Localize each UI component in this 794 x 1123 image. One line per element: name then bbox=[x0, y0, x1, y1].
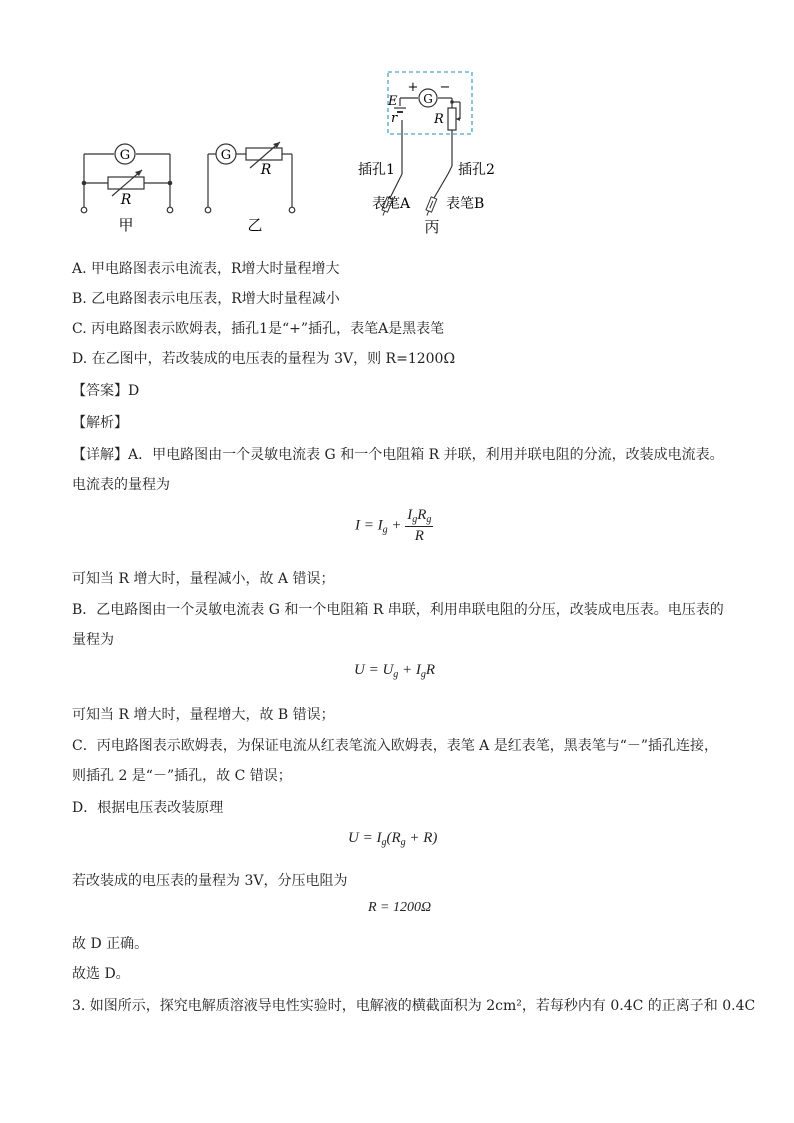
bing-minus: − bbox=[439, 80, 451, 95]
formula-voltage-range: $U = U_g + I_gR$ bbox=[354, 662, 436, 680]
analysis-label: 【解析】 bbox=[72, 415, 128, 431]
yi-caption: 乙 bbox=[247, 216, 263, 234]
jia-resistor-label: R bbox=[120, 192, 132, 208]
jia-meter-label: G bbox=[119, 148, 131, 163]
detail-d2: 若改装成的电压表的量程为 3V，分压电阻为 bbox=[72, 873, 348, 889]
bing-caption: 丙 bbox=[424, 218, 440, 236]
bing-probeA: 表笔A bbox=[372, 196, 411, 212]
detail-b1: B．乙电路图由一个灵敏电流表 G 和一个电阻箱 R 串联，利用串联电阻的分压，改装成电压表。电压表的 bbox=[72, 602, 724, 618]
figure-yi bbox=[196, 138, 306, 238]
detail-a1: 【详解】A．甲电路图由一个灵敏电流表 G 和一个电阻箱 R 并联，利用并联电阻的分流，改装成电流表。 bbox=[72, 447, 724, 463]
yi-resistor-label: R bbox=[260, 162, 272, 178]
next-question: 3. 如图所示，探究电解质溶液导电性实验时，电解液的横截面积为 2cm²，若每秒内有 0.4C 的正离子和 0.4C bbox=[72, 998, 756, 1014]
jia-caption: 甲 bbox=[118, 216, 134, 234]
formula-resistance: R = 1200Ω bbox=[368, 900, 432, 915]
bing-meter-label: G bbox=[423, 92, 433, 106]
detail-b3: 可知当 R 增大时，量程增大，故 B 错误； bbox=[72, 707, 335, 723]
bing-resistor-label: R bbox=[434, 112, 444, 127]
formula-current-range: $I = I_g$ + $\frac{I_gR_g}{R}$ bbox=[355, 507, 432, 544]
figure-jia bbox=[72, 138, 182, 238]
option-c: C. 丙电路图表示欧姆表，插孔1是“+”插孔，表笔A是黑表笔 bbox=[72, 321, 445, 337]
bing-probeB: 表笔B bbox=[446, 196, 485, 212]
detail-d1: D．根据电压表改装原理 bbox=[72, 800, 224, 816]
detail-a3: 可知当 R 增大时，量程减小，故 A 错误； bbox=[72, 571, 335, 587]
detail-d4: 故选 D。 bbox=[72, 966, 130, 982]
bing-emf: E bbox=[388, 94, 398, 109]
detail-c1: C．丙电路图表示欧姆表，为保证电流从红表笔流入欧姆表，表笔 A 是红表笔，黑表笔与“－”插孔连接， bbox=[72, 738, 719, 754]
bing-internal: r bbox=[391, 111, 398, 126]
option-b: B. 乙电路图表示电压表，R增大时量程减小 bbox=[72, 291, 340, 307]
option-d: D. 在乙图中，若改装成的电压表的量程为 3V，则 R=1200Ω bbox=[72, 351, 456, 367]
answer-line: 【答案】D bbox=[72, 383, 140, 399]
detail-c2: 则插孔 2 是“－”插孔，故 C 错误； bbox=[72, 768, 292, 784]
detail-d3: 故 D 正确。 bbox=[72, 936, 149, 952]
probe-b-icon bbox=[424, 197, 437, 217]
option-a: A. 甲电路图表示电流表，R增大时量程增大 bbox=[72, 261, 340, 277]
figure-bing bbox=[352, 66, 522, 242]
detail-a2: 电流表的量程为 bbox=[72, 477, 170, 493]
bing-plus: + bbox=[407, 80, 419, 95]
bing-jack2: 插孔2 bbox=[458, 162, 495, 178]
formula-voltage-principle: $U = I_g(R_g + R)$ bbox=[348, 830, 438, 848]
detail-b2: 量程为 bbox=[72, 632, 114, 648]
yi-meter-label: G bbox=[220, 148, 232, 163]
bing-jack1: 插孔1 bbox=[358, 162, 395, 178]
